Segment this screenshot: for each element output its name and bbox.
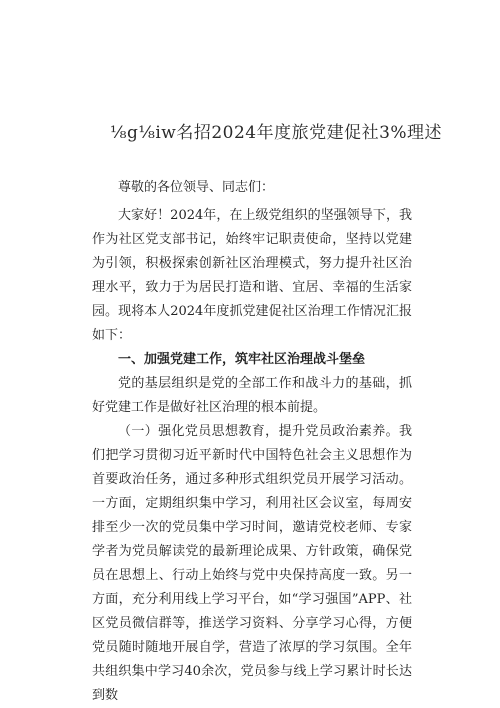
- paragraph-subsection-1: （一）强化党员思想教育，提升党员政治素养。我们把学习贯彻习近平新时代中国特色社会主义思想作为首要政治任务，通过多种形式组织党员开展学习活动。一方面，定期组织集中学习，利用社区会议室，每周安排至少一次的党员集中学习时间，邀请党校老师、专家学者为党员解读党的最新理论成果、方针政策，确保党员在思想上、行动上始终与党中央保持高度一致。另一方面，充分利用线上学习平台，如“学习强国”APP、社区党员微信群等，推送学习资料、分享学习心得，方便党员随时随地开展自学，营造了浓厚的学习氛围。全年共组织集中学习40余次，党员参与线上学习累计时长达到数: [92, 424, 412, 703]
- section-heading: 一、加强党建工作，筑牢社区治理战斗堡垒: [118, 352, 366, 367]
- document-title: ⅛g⅛iw名招2024年度旅党建促社3%理述: [110, 123, 443, 143]
- paragraph-section-lead: 党的基层组织是党的全部工作和战斗力的基础，抓好党建工作是做好社区治理的根本前提。: [92, 376, 412, 415]
- document-body: [92, 176, 412, 708]
- salutation: 尊敬的各位领导、同志们：: [118, 180, 275, 195]
- paragraph-intro: 大家好！2024年，在上级党组织的坚强领导下，我作为社区党支部书记，始终牢记职责使命，坚持以党建为引领，积极探索创新社区治理模式，努力提升社区治理水平，致力于为居民打造和谐、宜居、幸福的生活家园。现将本人2024年度抓党建促社区治理工作情况汇报如下：: [92, 208, 412, 343]
